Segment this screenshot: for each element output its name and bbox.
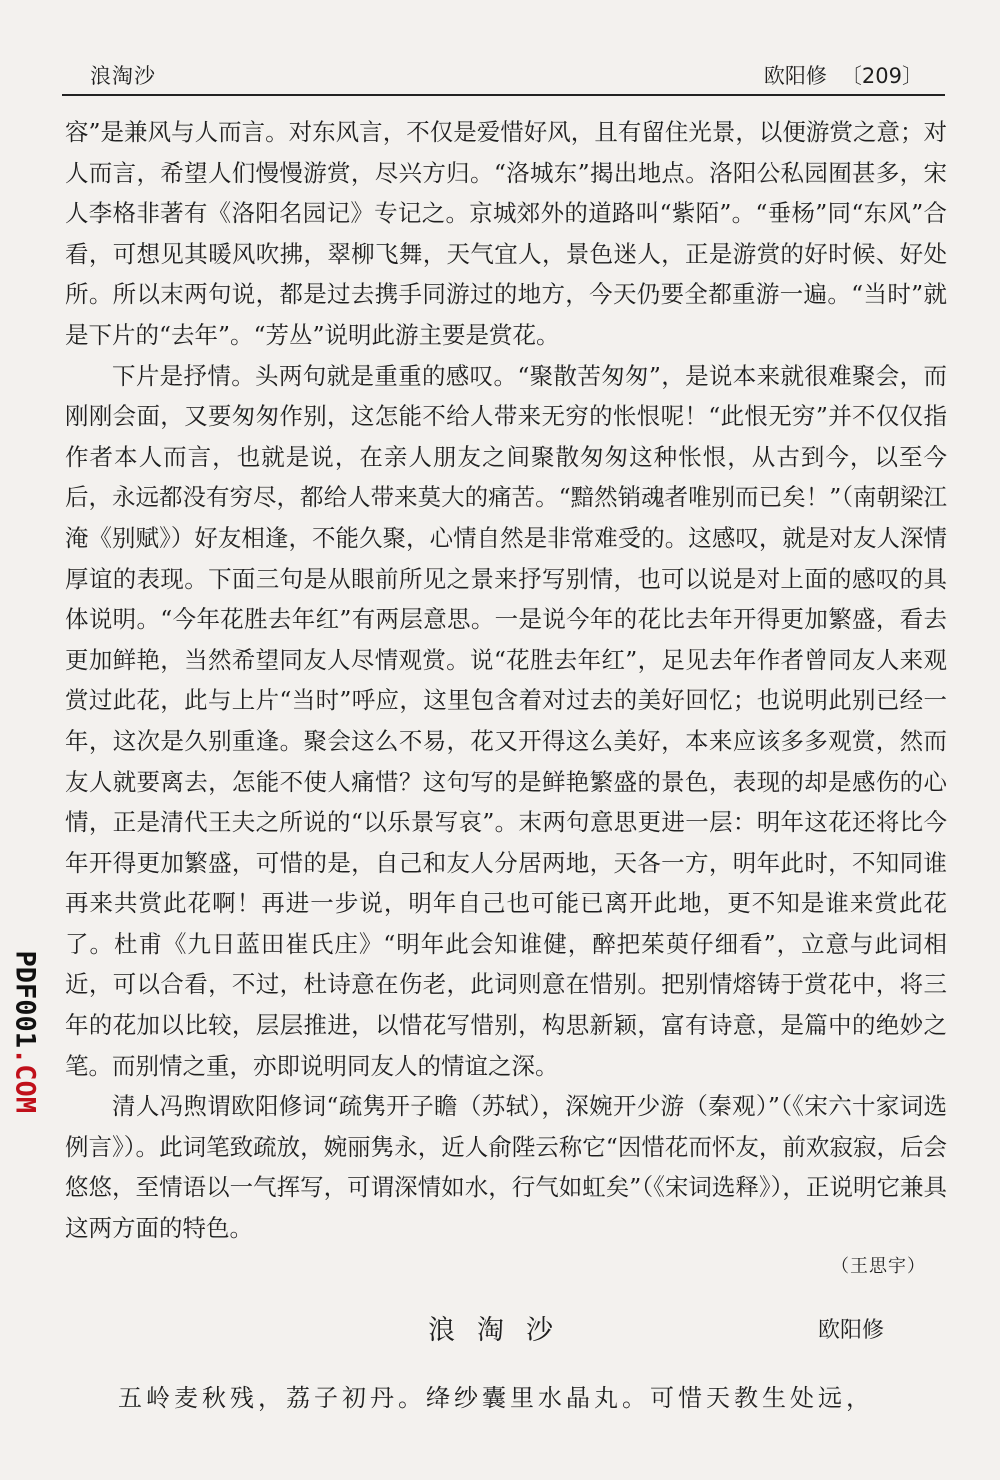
poem-author: 欧阳修	[818, 1318, 885, 1343]
watermark-part1: PDF001	[9, 950, 41, 1049]
page-number: 〔209〕	[840, 64, 923, 88]
running-header	[62, 58, 945, 96]
header-author: 欧阳修	[763, 64, 827, 88]
body-text	[65, 112, 947, 1249]
poem-title: 浪淘沙	[428, 1315, 575, 1346]
paragraph-2: 下片是抒情。头两句就是重重的感叹。“聚散苦匆匆”，是说本来就很难聚会，而刚刚会面，又要匆匆作别，这怎能不给人带来无穷的怅恨呢！“此恨无穷”并不仅仅指作者本人而言，也就是说，在亲人朋友之间聚散匆匆这种怅恨，从古到今，以至今后，永远都没有穷尽，都给人带来莫大的痛苦。“黯然销魂者唯别而已矣！”（南朝梁江淹《别赋》）好友相逢，不能久聚，心情自然是非常难受的。这感叹，就是对友人深情厚谊的表现。下面三句是从眼前所见之景来抒写别情，也可以说是对上面的感叹的具体说明。“今年花胜去年红”有两层意思。一是说今年的花比去年开得更加繁盛，看去更加鲜艳，当然希望同友人尽情观赏。说“花胜去年红”，足见去年作者曾同友人来观赏过此花，此与上片“当时”呼应，这里包含着对过去的美好回忆；也说明此别已经一年，这次是久别重逢。聚会这么不易，花又开得这么美好，本来应该多多观赏，然而友人就要离去，怎能不使人痛惜？这句写的是鲜艳繁盛的景色，表现的却是感伤的心情，正是清代王夫之所说的“以乐景写哀”。末两句意思更进一层：明年这花还将比今年开得更加繁盛，可惜的是，自己和友人分居两地，天各一方，明年此时，不知同谁再来共赏此花啊！再进一步说，明年自己也可能已离开此地，更不知是谁来赏此花了。杜甫《九日蓝田崔氏庄》“明年此会知谁健，醉把茱萸仔细看”，立意与此词相近，可以合看，不过，杜诗意在伤老，此词则意在惜别。把别情熔铸于赏花中，将三年的花加以比较，层层推进，以惜花写惜别，构思新颖，富有诗意，是篇中的绝妙之笔。而别情之重，亦即说明同友人的情谊之深。	[65, 361, 947, 1080]
poem-first-line: 五岭麦秋残，荔子初丹。绛纱囊里水晶丸。可惜天教生处远，	[118, 1384, 874, 1412]
commentary-author: （王思宇）	[831, 1256, 926, 1277]
watermark-part2: .COM	[9, 1048, 41, 1114]
watermark	[9, 950, 41, 1114]
header-right	[764, 60, 923, 90]
header-title: 浪淘沙	[90, 64, 156, 88]
paragraph-3: 清人冯煦谓欧阳修词“疏隽开子瞻（苏轼），深婉开少游（秦观）”（《宋六十家词选例言》）。此词笔致疏放，婉丽隽永，近人俞陛云称它“因惜花而怀友，前欢寂寂，后会悠悠，至情语以一气挥写，可谓深情如水，行气如虹矣”（《宋词选释》），正说明它兼具这两方面的特色。	[65, 1092, 947, 1243]
paragraph-1: 容”是兼风与人而言。对东风言，不仅是爱惜好风，且有留住光景，以便游赏之意；对人而言，希望人们慢慢游赏，尽兴方归。“洛城东”揭出地点。洛阳公私园囿甚多，宋人李格非著有《洛阳名园记》专记之。京城郊外的道路叫“紫陌”。“垂杨”同“东风”合看，可想见其暖风吹拂，翠柳飞舞，天气宜人，景色迷人，正是游赏的好时候、好处所。所以末两句说，都是过去携手同游过的地方，今天仍要全都重游一遍。“当时”就是下片的“去年”。“芳丛”说明此游主要是赏花。	[65, 118, 947, 349]
